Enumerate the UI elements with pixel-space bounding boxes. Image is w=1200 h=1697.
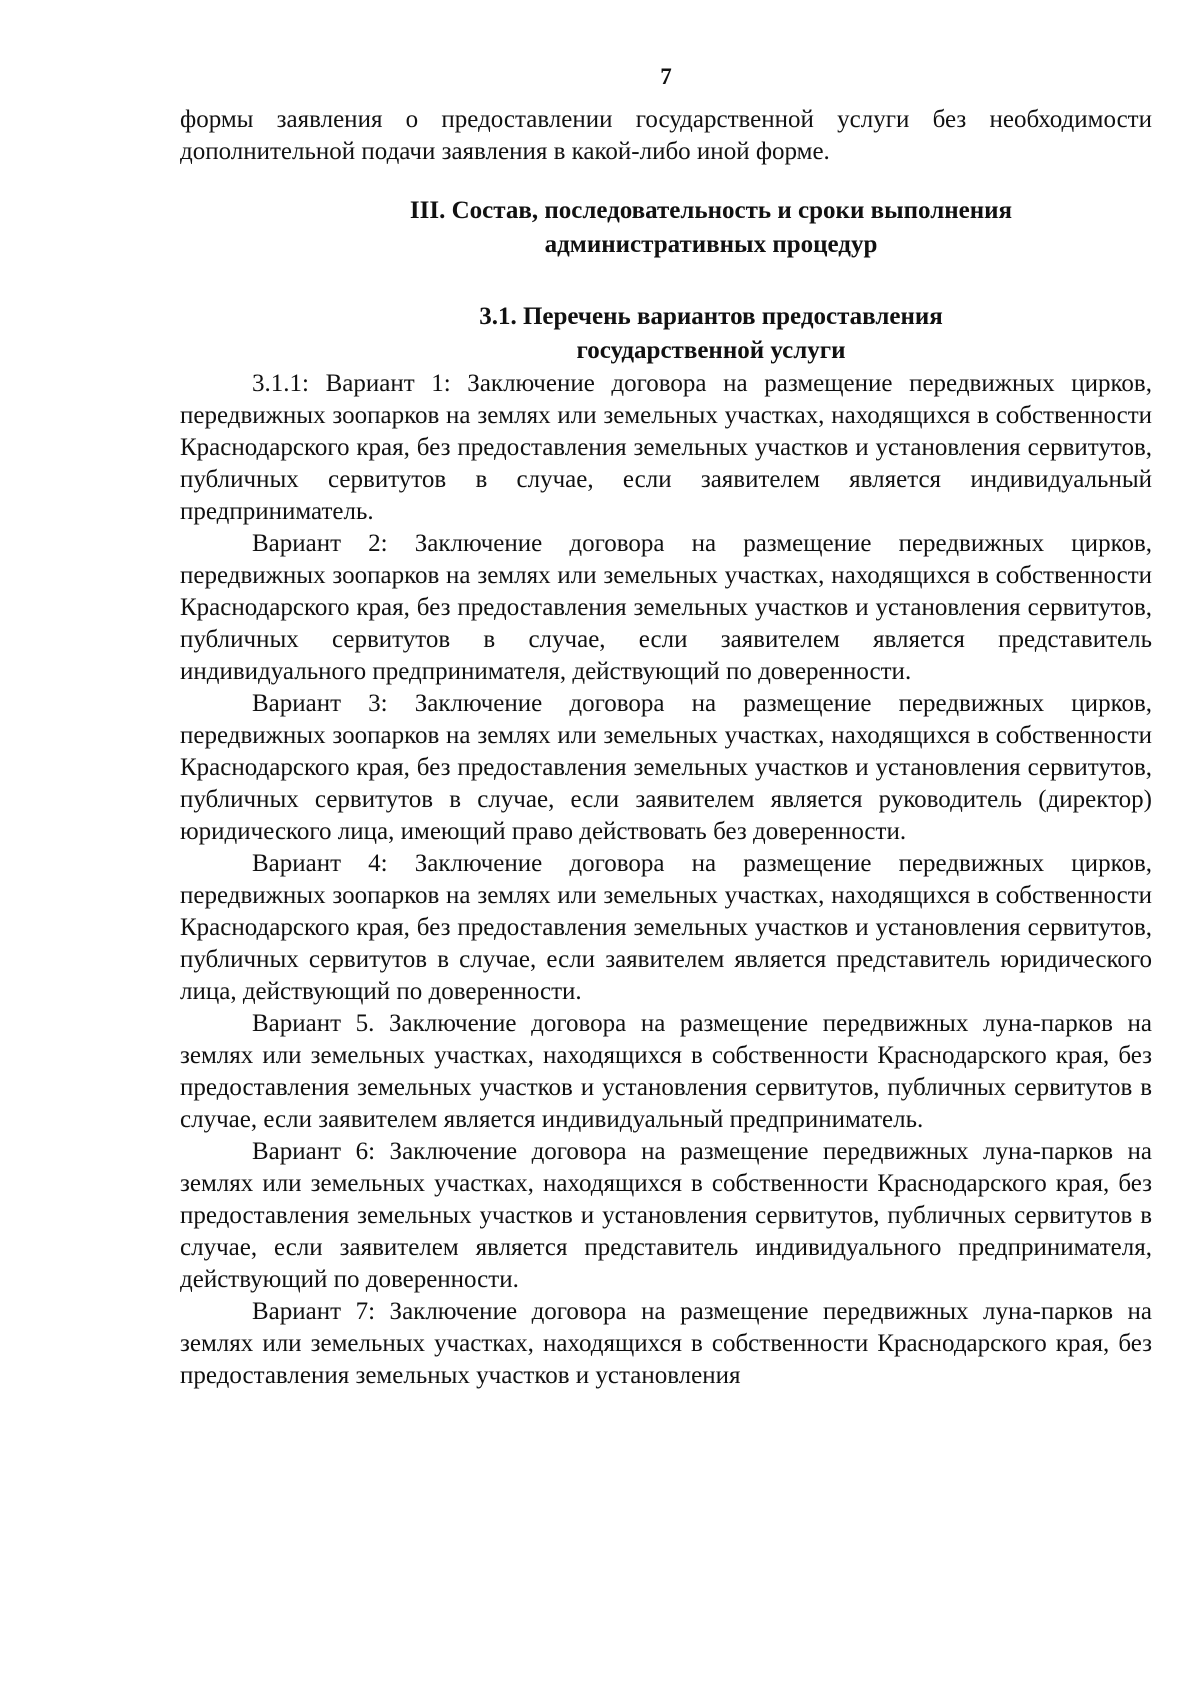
page-number: 7 <box>660 64 672 89</box>
paragraph-variant-7: Вариант 7: Заключение договора на размещение передвижных луна-парков на землях или земельных участках, находящихся в собственности Краснодарского края, без предоставления земельных участков и установления <box>180 1298 1152 1389</box>
paragraph-variant-1: 3.1.1: Вариант 1: Заключение договора на размещение передвижных цирков, передвижных зоопарков на землях или земельных участках, находящихся в собственности Краснодарского края, без предоставления земельных участков и установления сервитутов, публичных сервитутов в случае, если заявителем является индивидуальный предприниматель. <box>180 370 1152 525</box>
paragraph-variant-6: Вариант 6: Заключение договора на размещение передвижных луна-парков на землях или земельных участках, находящихся в собственности Краснодарского края, без предоставления земельных участков и установления сервитутов, публичных сервитутов в случае, если заявителем является представитель индивидуального предпринимателя, действующий по доверенности. <box>180 1138 1152 1293</box>
section-3-1-heading-line1: 3.1. Перечень вариантов предоставления <box>479 303 943 330</box>
paragraph-variant-5: Вариант 5. Заключение договора на размещение передвижных луна-парков на землях или земельных участках, находящихся в собственности Краснодарского края, без предоставления земельных участков и установления сервитутов, публичных сервитутов в случае, если заявителем является индивидуальный предприниматель. <box>180 1010 1152 1133</box>
intro-continuation: формы заявления о предоставлении государственной услуги без необходимости дополнительной подачи заявления в какой-либо иной форме. <box>180 106 1152 165</box>
section-3-1-heading <box>180 300 1152 368</box>
paragraph-variant-4: Вариант 4: Заключение договора на размещение передвижных цирков, передвижных зоопарков на землях или земельных участках, находящихся в собственности Краснодарского края, без предоставления земельных участков и установления сервитутов, публичных сервитутов в случае, если заявителем является представитель юридического лица, действующий по доверенности. <box>180 850 1152 1005</box>
section-3-heading-line2: административных процедур <box>544 231 878 258</box>
section-3-heading <box>180 194 1152 262</box>
document-page <box>180 62 1152 1392</box>
section-3-1-heading-line2: государственной услуги <box>576 337 846 364</box>
section-3-heading-line1: III. Состав, последовательность и сроки выполнения <box>409 197 1013 224</box>
paragraph-variant-3: Вариант 3: Заключение договора на размещение передвижных цирков, передвижных зоопарков на землях или земельных участках, находящихся в собственности Краснодарского края, без предоставления земельных участков и установления сервитутов, публичных сервитутов в случае, если заявителем является руководитель (директор) юридического лица, имеющий право действовать без доверенности. <box>180 690 1152 845</box>
paragraph-variant-2: Вариант 2: Заключение договора на размещение передвижных цирков, передвижных зоопарков на землях или земельных участках, находящихся в собственности Краснодарского края, без предоставления земельных участков и установления сервитутов, публичных сервитутов в случае, если заявителем является представитель индивидуального предпринимателя, действующий по доверенности. <box>180 530 1152 685</box>
